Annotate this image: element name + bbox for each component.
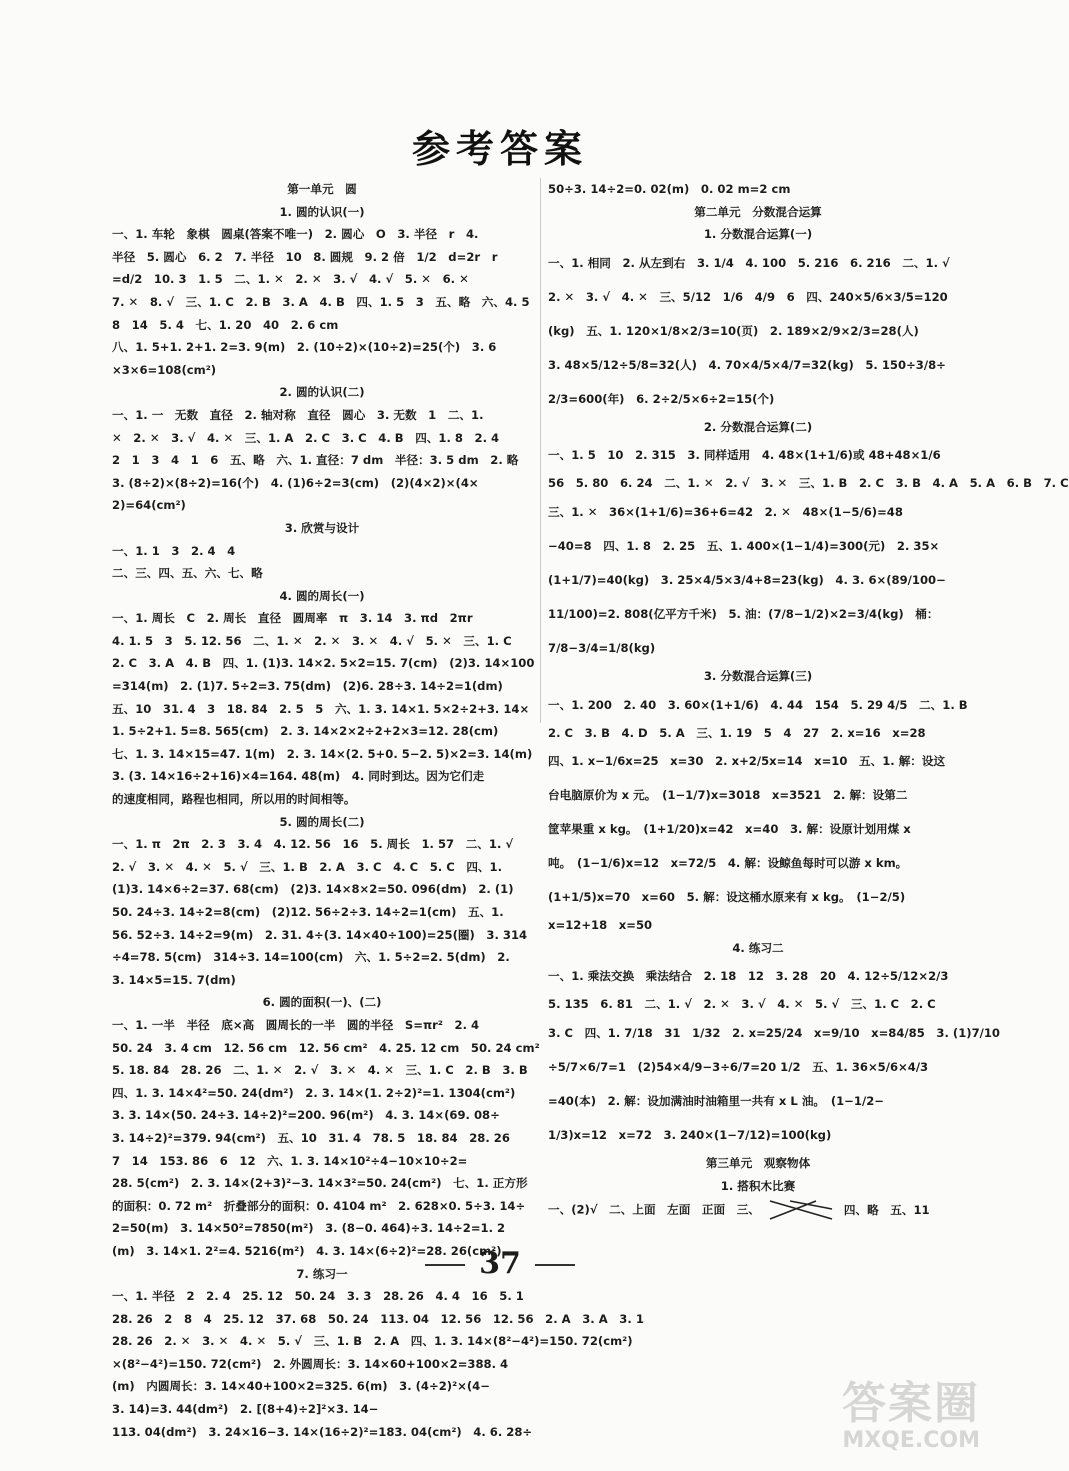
answer-line-text: 2)=64(cm²) <box>112 498 186 513</box>
section-heading-text: 3. 欣赏与设计 <box>284 520 360 535</box>
answer-line-text: 一、1. 一半 半径 底×高 圆周长的一半 圆的半径 S=πr² 2. 4 <box>112 1017 480 1032</box>
answer-line <box>112 856 532 879</box>
answer-line-text: =314(m) 2. (1)7. 5÷2=3. 75(dm) (2)6. 28÷3. 14÷2=1(dm) <box>112 679 503 694</box>
answer-line <box>548 438 968 472</box>
answer-line-text: ×3×6=108(cm²) <box>112 362 217 377</box>
answer-line <box>112 336 532 359</box>
answer-line-text: (1)3. 14×6÷2=37. 68(cm) (2)3. 14×8×2=50. 096(dm) 2. (1) <box>112 882 514 897</box>
answer-line <box>548 597 968 631</box>
answer-line-text: 28. 26 2. ✕ 3. ✕ 4. ✕ 5. √ 三、1. B 2. A 四、1. 3. 14×(8²−4²)=150. 72(cm²) <box>112 1334 633 1349</box>
answer-line <box>112 1217 532 1240</box>
answer-line <box>112 1127 532 1150</box>
answer-line-text: x=12+18 x=50 <box>548 918 653 933</box>
answer-line-text: 3. 14÷2)²=379. 94(cm²) 五、10 31. 4 78. 5 18. 84 28. 26 <box>112 1130 510 1145</box>
answer-line-text: 7. ✕ 8. √ 三、1. C 2. B 3. A 4. B 四、1. 5 3 五、略 六、4. 5 <box>112 294 530 309</box>
answer-line-text: 3. 14×5=15. 7(dm) <box>112 972 236 987</box>
answer-line-text: 一、1. 半径 2 2. 4 25. 12 50. 24 3. 3 28. 26 4. 4 16 5. 1 <box>112 1289 524 1304</box>
answer-line-text: 一、1. 1 3 2. 4 4 <box>112 543 236 558</box>
section-heading <box>112 517 532 540</box>
answer-line-text: 一、1. 5 10 2. 315 3. 同样适用 4. 48×(1+1/6)或 48+48×1/6 <box>548 448 941 463</box>
answer-line-text: 3. (3. 14×16÷2+16)×4=164. 48(m) 4. 同时到达。因为它们走 <box>112 769 485 784</box>
answer-line <box>112 1104 532 1127</box>
answer-line-text: 七、1. 3. 14×15=47. 1(m) 2. 3. 14×(2. 5+0. 5−2. 5)×2=3. 14(m) <box>112 746 533 761</box>
section-heading <box>548 665 968 688</box>
answer-line <box>112 1014 532 1037</box>
answer-line <box>548 246 968 280</box>
answer-line <box>112 1059 532 1082</box>
answer-line-text: 2=50(m) 3. 14×50²=7850(m²) 3. (8−0. 464)÷3. 14÷2=1. 2 <box>112 1221 506 1236</box>
answer-line-text: 一、1. 车轮 象棋 圆桌(答案不唯一) 2. 圆心 O 3. 半径 r 4. <box>112 227 479 242</box>
answer-line <box>112 969 532 992</box>
answer-line-text: 一、1. 一 无数 直径 2. 轴对称 直径 圆心 3. 无数 1 二、1. <box>112 407 484 422</box>
section-heading-text: 2. 分数混合运算(二) <box>703 419 813 434</box>
section-heading-text: 4. 圆的周长(一) <box>279 588 365 603</box>
section-heading <box>112 381 532 404</box>
answer-line <box>112 946 532 969</box>
answer-line-text: 2 1 3 4 1 6 五、略 六、1. 直径：7 dm 半径：3. 5 dm 2. 略 <box>112 453 519 468</box>
answer-line-text: 半径 5. 圆心 6. 2 7. 半径 10 8. 圆规 9. 2 倍 1/2 d=2r r <box>112 249 498 264</box>
answer-line-text: 五、10 31. 4 3 18. 84 2. 5 5 六、1. 3. 14×1. 5×2÷2+3. 14× <box>112 701 530 716</box>
answer-line <box>548 880 968 914</box>
answer-line-text: 3. 3. 14×(50. 24÷3. 14÷2)²=200. 96(m²) 4. 3. 14×(69. 08÷ <box>112 1108 500 1123</box>
answer-line <box>548 722 968 745</box>
answer-line <box>548 529 968 563</box>
section-heading <box>548 223 968 246</box>
answer-line-text: 5. 135 6. 81 二、1. √ 2. ✕ 3. √ 4. ✕ 5. √ 三、1. C 2. C <box>548 997 936 1012</box>
answer-line-text: 3. 48×5/12÷5/8=32(人) 4. 70×4/5×4/7=32(kg) 5. 150÷3/8÷ <box>548 357 946 372</box>
answer-line-text: −40=8 四、1. 8 2. 25 五、1. 400×(1−1/4)=300(元) 2. 35× <box>548 538 940 553</box>
section-heading-text: 1. 搭积木比赛 <box>720 1178 796 1193</box>
section-heading <box>112 811 532 834</box>
answer-line <box>548 314 968 348</box>
answer-line-text: 11/100)=2. 808(亿平方千米) 5. 油：(7/8−1/2)×2=3/4(kg) 桶： <box>548 606 939 621</box>
answer-line-text: 5. 18. 84 28. 26 二、1. ✕ 2. √ 3. ✕ 4. ✕ 三、1. C 2. B 3. B <box>112 1063 528 1078</box>
answer-line <box>112 1172 532 1195</box>
answer-line <box>112 427 532 450</box>
answer-line <box>548 914 968 937</box>
answer-line-text: (m) 内圆周长：3. 14×40+100×2=325. 6(m) 3. (4÷2)²×(4− <box>112 1379 490 1394</box>
section-heading-text: 第二单元 分数混合运算 <box>694 204 822 219</box>
answer-line <box>112 1195 532 1218</box>
answer-line <box>112 901 532 924</box>
answer-line-text: 2. C 3. A 4. B 四、1. (1)3. 14×2. 5×2=15. 7(cm) (2)3. 14×100 <box>112 656 535 671</box>
answer-line <box>548 563 968 597</box>
answer-line <box>112 1308 644 1331</box>
answer-line-text: 台电脑原价为 x 元。 (1−1/7)x=3018 x=3521 2. 解：设第二 <box>548 788 908 803</box>
answer-line-text: 8 14 5. 4 七、1. 20 40 2. 6 cm <box>112 317 339 332</box>
answer-line-text: ÷4=78. 5(cm) 314÷3. 14=100(cm) 六、1. 5÷2=2. 5(dm) 2. <box>112 950 510 965</box>
answer-line <box>112 540 532 563</box>
section-heading <box>548 201 968 224</box>
answer-line <box>112 314 532 337</box>
answer-line <box>112 1285 532 1308</box>
answer-line <box>112 878 532 901</box>
section-heading-text: 1. 分数混合运算(一) <box>703 227 813 242</box>
watermark-logo: 答案圈 <box>842 1378 980 1429</box>
answer-line <box>548 178 968 201</box>
answer-line <box>112 607 532 630</box>
answer-line <box>548 631 968 665</box>
answer-line <box>548 1016 1001 1050</box>
answer-line-text: 八、1. 5+1. 2+1. 2=3. 9(m) 2. (10÷2)×(10÷2)=25(个) 3. 6 <box>112 340 497 355</box>
answer-line-text: ÷5/7×6/7=1 (2)54×4/9−3÷6/7=20 1/2 五、1. 36×5/6×4/3 <box>548 1059 929 1074</box>
section-heading-text: 7. 练习一 <box>296 1266 348 1281</box>
answer-line-text: 3. (8÷2)×(8÷2)=16(个) 4. (1)6÷2=3(cm) (2)(4×2)×(4× <box>112 475 479 490</box>
answer-line <box>548 959 968 993</box>
answer-line <box>112 246 532 269</box>
answer-line <box>112 720 532 743</box>
watermark <box>810 1380 980 1460</box>
answer-line <box>112 630 532 653</box>
answer-line <box>112 223 532 246</box>
section-heading <box>112 585 532 608</box>
page-number <box>0 1243 1000 1281</box>
answer-line-text: 一、1. 相同 2. 从左到右 3. 1/4 4. 100 5. 216 6. 216 二、1. √ <box>548 255 950 270</box>
watermark-url: MXQE.COM <box>842 1428 980 1453</box>
page-number-text: 37 <box>479 1246 521 1281</box>
answer-line <box>112 743 532 766</box>
answer-line <box>112 924 532 947</box>
section-heading-text: 3. 分数混合运算(三) <box>703 668 813 683</box>
answer-line-text: 一、1. 周长 C 2. 周长 直径 圆周率 π 3. 14 3. πd 2πr <box>112 611 473 626</box>
page-number-dash-right <box>535 1264 575 1266</box>
answer-line <box>548 1197 968 1220</box>
page-title: 参考答案 <box>411 126 588 171</box>
answer-line <box>548 993 968 1016</box>
answer-line-text: 吨。 (1−1/6)x=12 x=72/5 4. 解：设鲸鱼每时可以游 x km。 <box>548 856 908 871</box>
answer-line <box>112 765 532 788</box>
answer-line-text: 一、(2)√ 二、上面 左面 正面 三、 <box>548 1202 760 1217</box>
answer-line <box>112 698 532 721</box>
answer-line-text: 7 14 153. 86 6 12 六、1. 3. 14×10²÷4−10×10÷2= <box>112 1153 468 1168</box>
answer-line-text: 113. 04(dm²) 3. 24×16−3. 14×(16÷2)²=183. 04(cm²) 4. 6. 28÷ <box>112 1424 533 1439</box>
page-number-dash-left <box>425 1264 465 1266</box>
answer-line-text: 1/3)x=12 x=72 3. 240×(1−7/12)=100(kg) <box>548 1127 832 1142</box>
answer-line-text: 三、1. ✕ 36×(1+1/6)=36+6=42 2. ✕ 48×(1−5/6)=48 <box>548 504 903 519</box>
answer-line-text: 56 5. 80 6. 24 二、1. ✕ 2. √ 3. ✕ 三、1. B 2. C 3. B 4. A 5. A 6. B 7. C <box>548 476 1069 491</box>
answer-line-text: ✕ 2. ✕ 3. √ 4. ✕ 三、1. A 2. C 3. C 4. B 四、1. 8 2. 4 <box>112 430 500 445</box>
answer-line-text: 2. √ 3. ✕ 4. ✕ 5. √ 三、1. B 2. A 3. C 4. C 5. C 四、1. <box>112 859 502 874</box>
section-heading-text: 2. 圆的认识(二) <box>279 385 365 400</box>
answer-line <box>112 1375 532 1398</box>
answer-line <box>112 652 535 675</box>
answer-line-text: =d/2 10. 3 1. 5 二、1. ✕ 2. ✕ 3. √ 4. √ 5. ✕ 6. ✕ <box>112 272 469 287</box>
answer-line <box>548 280 968 314</box>
answer-line <box>112 562 532 585</box>
answer-line-text: 28. 5(cm²) 2. 3. 14×(2+3)²−3. 14×3²=50. 24(cm²) 七、1. 正方形 <box>112 1176 528 1191</box>
answer-line-text: 50. 24÷3. 14÷2=8(cm) (2)12. 56÷2÷3. 14÷2=1(cm) 五、1. <box>112 905 504 919</box>
answer-line-text: 3. 14)=3. 44(dm²) 2. [(8+4)÷2]²×3. 14− <box>112 1402 379 1417</box>
answer-line-text: 一、1. 乘法交换 乘法结合 2. 18 12 3. 28 20 4. 12÷5/12×2/3 <box>548 969 949 984</box>
answer-line <box>112 268 532 291</box>
section-heading <box>548 937 968 960</box>
answer-line <box>112 1398 532 1421</box>
answer-line <box>112 449 532 472</box>
answer-line <box>112 404 532 427</box>
answer-line-text: 2/3=600(年) 6. 2÷2/5×6÷2=15(个) <box>548 391 775 406</box>
answer-line-text: 56. 52÷3. 14÷2=9(m) 2. 31. 4÷(3. 14×40÷100)=25(圈) 3. 314 <box>112 927 528 942</box>
answer-line <box>112 1421 532 1444</box>
answer-line-text: 3. C 四、1. 7/18 31 1/32 2. x=25/24 x=9/10 x=84/85 3. (1)7/10 <box>548 1025 1001 1040</box>
answer-line-text: 7/8−3/4=1/8(kg) <box>548 640 656 655</box>
answer-line <box>112 472 532 495</box>
answer-line <box>112 1150 532 1173</box>
section-heading <box>548 416 968 439</box>
answer-line-text: 二、三、四、五、六、七、略 <box>112 566 263 581</box>
answer-line-text: 28. 26 2 8 4 25. 12 37. 68 50. 24 113. 04 12. 56 12. 56 2. A 3. A 3. 1 <box>112 1311 644 1326</box>
answer-line <box>112 359 532 382</box>
answer-line <box>548 744 968 778</box>
answer-line-text: 四、1. 3. 14×4²=50. 24(dm²) 2. 3. 14×(1. 2÷2)²=1. 1304(cm²) <box>112 1085 516 1100</box>
answer-line-text: 2. C 3. B 4. D 5. A 三、1. 19 5 4 27 2. x=16 x=28 <box>548 725 926 740</box>
answer-line-text: 四、1. x−1/6x=25 x=30 2. x+2/5x=14 x=10 五、1. 解：设这 <box>548 754 946 769</box>
section-heading-text: 第三单元 观察物体 <box>705 1155 811 1170</box>
answer-line-text: (kg) 五、1. 120×1/8×2/3=10(页) 2. 189×2/9×2/3=28(人) <box>548 323 919 338</box>
answer-line-text: 50. 24 3. 4 cm 12. 56 cm 12. 56 cm² 4. 25. 12 cm 50. 24 cm² <box>112 1040 540 1055</box>
answer-line-suffix: 四、略 五、11 <box>843 1202 930 1217</box>
answer-line-text: 一、1. π 2π 2. 3 3. 4 4. 12. 56 16 5. 周长 1. 57 二、1. √ <box>112 837 514 852</box>
answer-line <box>112 291 532 314</box>
answer-line <box>112 1037 540 1060</box>
answer-line <box>548 688 968 722</box>
section-heading-text: 1. 圆的认识(一) <box>279 204 365 219</box>
answer-line <box>112 1082 532 1105</box>
section-heading <box>548 1152 968 1175</box>
answer-line <box>548 1118 968 1152</box>
answer-line <box>112 833 532 856</box>
answer-line <box>548 348 968 382</box>
answer-line-text: ×(8²−4²)=150. 72(cm²) 2. 外圆周长：3. 14×60+100×2=388. 4 <box>112 1356 509 1371</box>
answer-line-text: (m) 3. 14×1. 2²=4. 5216(m²) 4. 3. 14×(6÷2)²=28. 26(cm²) <box>112 1243 502 1258</box>
answer-line <box>112 1353 532 1376</box>
answer-line-text: 1. 5÷2+1. 5=8. 565(cm) 2. 3. 14×2×2÷2+2×3=12. 28(cm) <box>112 724 499 739</box>
answer-line-text: (1+1/7)=40(kg) 3. 25×4/5×3/4+8=23(kg) 4. 3. 6×(89/100− <box>548 572 946 587</box>
section-heading <box>112 201 532 224</box>
section-heading <box>112 178 532 201</box>
answer-line <box>548 812 968 846</box>
section-heading-text: 6. 圆的面积(一)、(二) <box>262 995 382 1010</box>
answer-line-text: 的面积：0. 72 m² 折叠部分的面积：0. 4104 m² 2. 628×0. 5÷3. 14÷ <box>112 1198 526 1213</box>
answer-line <box>548 1084 968 1118</box>
answer-line <box>548 472 1069 495</box>
answer-line <box>548 846 968 880</box>
section-heading-text: 4. 练习二 <box>732 940 784 955</box>
answer-line-text: =40(本) 2. 解：设加满油时油箱里一共有 x L 油。 (1−1/2− <box>548 1093 884 1108</box>
answer-line <box>112 494 532 517</box>
answer-line-text: 的速度相同，路程也相同，所以用的时间相等。 <box>112 792 356 807</box>
section-heading-text: 5. 圆的周长(二) <box>279 814 365 829</box>
answer-line <box>112 1330 633 1353</box>
section-heading-text: 第一单元 圆 <box>287 182 357 196</box>
answer-line <box>548 495 968 529</box>
section-heading <box>548 1175 968 1198</box>
answer-line <box>548 778 968 812</box>
answer-line-text: 50÷3. 14÷2=0. 02(m) 0. 02 m=2 cm <box>548 182 791 196</box>
answer-line <box>548 382 968 416</box>
answer-line-text: 4. 1. 5 3 5. 12. 56 二、1. ✕ 2. ✕ 3. ✕ 4. √ 5. ✕ 三、1. C <box>112 633 512 648</box>
right-column <box>548 178 1069 1220</box>
answer-line-text: 一、1. 200 2. 40 3. 60×(1+1/6) 4. 44 154 5. 29 4/5 二、1. B <box>548 697 968 712</box>
answer-line-text: 2. ✕ 3. √ 4. ✕ 三、5/12 1/6 4/9 6 四、240×5/6×3/5=120 <box>548 289 948 304</box>
column-divider <box>540 178 541 723</box>
section-heading <box>112 991 532 1014</box>
answer-line <box>112 675 532 698</box>
answer-line <box>548 1050 968 1084</box>
answer-line-text: 筐苹果重 x kg。 (1+1/20)x=42 x=40 3. 解：设原计划用煤 x <box>548 822 911 837</box>
line-matching-figure <box>766 1197 836 1223</box>
answer-line-text: (1+1/5)x=70 x=60 5. 解：设这桶水原来有 x kg。 (1−2/5) <box>548 890 906 905</box>
answer-line <box>112 788 532 811</box>
